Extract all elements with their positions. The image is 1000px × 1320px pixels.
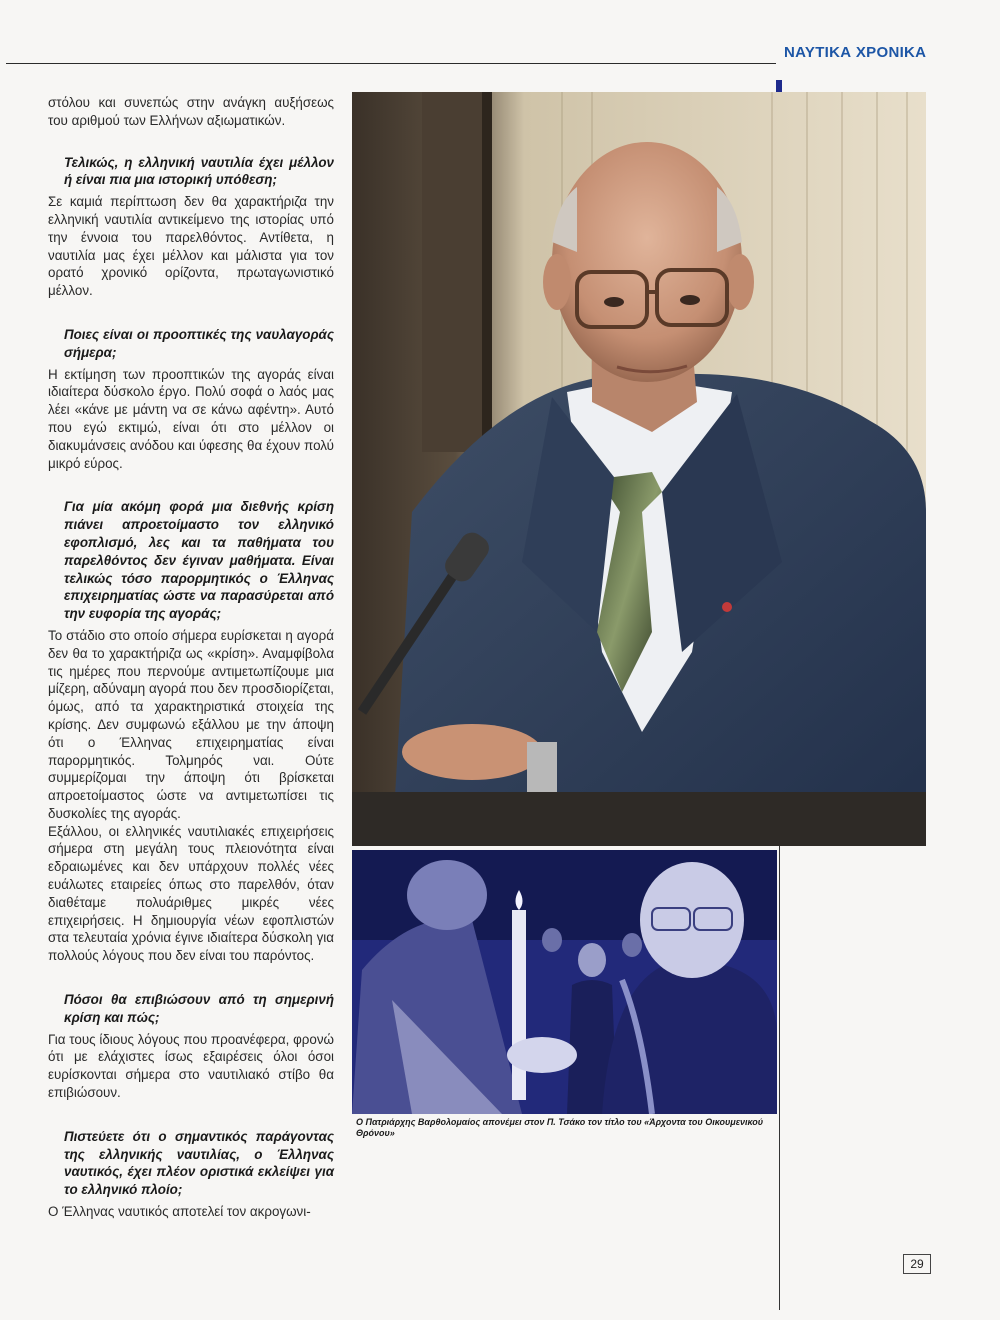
header-rule [6, 63, 776, 64]
answer-paragraph: Για τους ίδιους λόγους που προανέφερα, φρονώ ότι με ελάχιστες ίσως εξαιρέσεις όλοι όσοι ευρίσκονται σήμερα στο ναυτιλιακό στίβο θα επιβιώσουν. [48, 1031, 334, 1101]
interview-question: Για μία ακόμη φορά μια διεθνής κρίση πιάνει απροετοίμαστο τον ελληνικό εφοπλισμό, λες και τα παθήματα του παρελθόντος δεν έγιναν μαθήματα. Είναι τελικώς τόσο παρορμητικός ο Έλληνας επιχειρηματίας ώστε να παρασύρεται από την ευφορία της αγοράς; [64, 499, 334, 622]
answer-paragraph: Η εκτίμηση των προοπτικών της αγοράς είναι ιδιαίτερα δύσκολο έργο. Πολύ σοφά ο λαός μας λέει «κάνε με μάντη να σε κάνω αφέντη». Αυτό που εγώ εκτιμώ, είναι ότι στο μέλλον οι διακυμάνσεις ανόδου και ύφεσης θα έχουν πολύ μικρό εύρος. [48, 366, 334, 471]
answer-paragraph: Σε καμιά περίπτωση δεν θα χαρακτήριζα την ελληνική ναυτιλία αντικείμενο της ιστορίας υπό την έννοια του παρελθόντος. Αντίθετα, η ναυτιλία μας έχει μέλλον και μάλιστα για τον ορατό χρονικό ορίζοντα, πρωταγωνιστικό μέλλον. [48, 194, 334, 299]
page-number: 29 [903, 1254, 931, 1274]
answer-paragraph: στόλου και συνεπώς στην ανάγκη αυξήσεως του αριθμού των Ελλήνων αξιωματικών. [48, 95, 334, 128]
interview-question: Τελικώς, η ελληνική ναυτιλία έχει μέλλον ή είναι πια μια ιστορική υπόθεση; [64, 154, 334, 188]
ceremony-photo [352, 850, 777, 1114]
interview-question: Πόσοι θα επιβιώσουν από τη σημερινή κρίση και πώς; [64, 992, 334, 1025]
section-title: ΝΑΥΤΙΚΑ ΧΡΟΝΙΚΑ [784, 44, 927, 61]
column-marker [776, 80, 782, 92]
interview-question: Πιστεύετε ότι ο σημαντικός παράγοντας της ελληνικής ναυτιλίας, ο Έλληνας ναυτικός, έχει πλέον οριστικά εκλείψει για το ελληνικό πλοίο; [64, 1128, 334, 1198]
answer-paragraph: Εξάλλου, οι ελληνικές ναυτιλιακές επιχειρήσεις σήμερα στη μεγάλη τους πλειονότητα είναι εδραιωμένες και δεν υπάρχουν πολλές νέες ευάλωτες εταιρείες όπως στο παρελθόν, όταν διαθέταμε πολυάριθμες μικρές νέες επιχειρήσεις. Η δημιουργία νέων εφοπλιστών στα τελευταία χρόνια έγινε ιδιαίτερα δύσκολη για πολλούς λόγους που δεν είναι του παρόντος. [48, 823, 334, 964]
article-column [48, 94, 334, 1221]
interview-question: Ποιες είναι οι προοπτικές της ναυλαγοράς σήμερα; [64, 326, 334, 360]
photo-caption: Ο Πατριάρχης Βαρθολομαίος απονέμει στον Π. Τσάκο τον τίτλο του «Άρχοντα του Οικουμενικού Θρόνου» [356, 1117, 764, 1138]
answer-paragraph: Ο Έλληνας ναυτικός αποτελεί τον ακρογωνι- [48, 1204, 311, 1220]
answer-paragraph: Το στάδιο στο οποίο σήμερα ευρίσκεται η αγορά δεν θα το χαρακτήριζα ως «κρίση». Αναμφίβολα τις ημέρες που περνούμε αντιμετωπίζουμε μια μίζερη, αδύναμη αγορά που δεν προσδιορίζεται, όμως, από τα χαρακτηριστικά στοιχεία της κρίσης. Δεν συμφωνώ εξάλλου με την άποψη ότι ο Έλληνας επιχειρηματίας είναι παρορμητικός. Τολμηρός ναι. Ούτε συμμερίζομαι την άποψη ότι βρίσκεται απροετοίμαστος ώστε να αντιμετωπίσει τις δυσκολίες της αγοράς. [48, 627, 334, 821]
portrait-photo [352, 92, 926, 846]
